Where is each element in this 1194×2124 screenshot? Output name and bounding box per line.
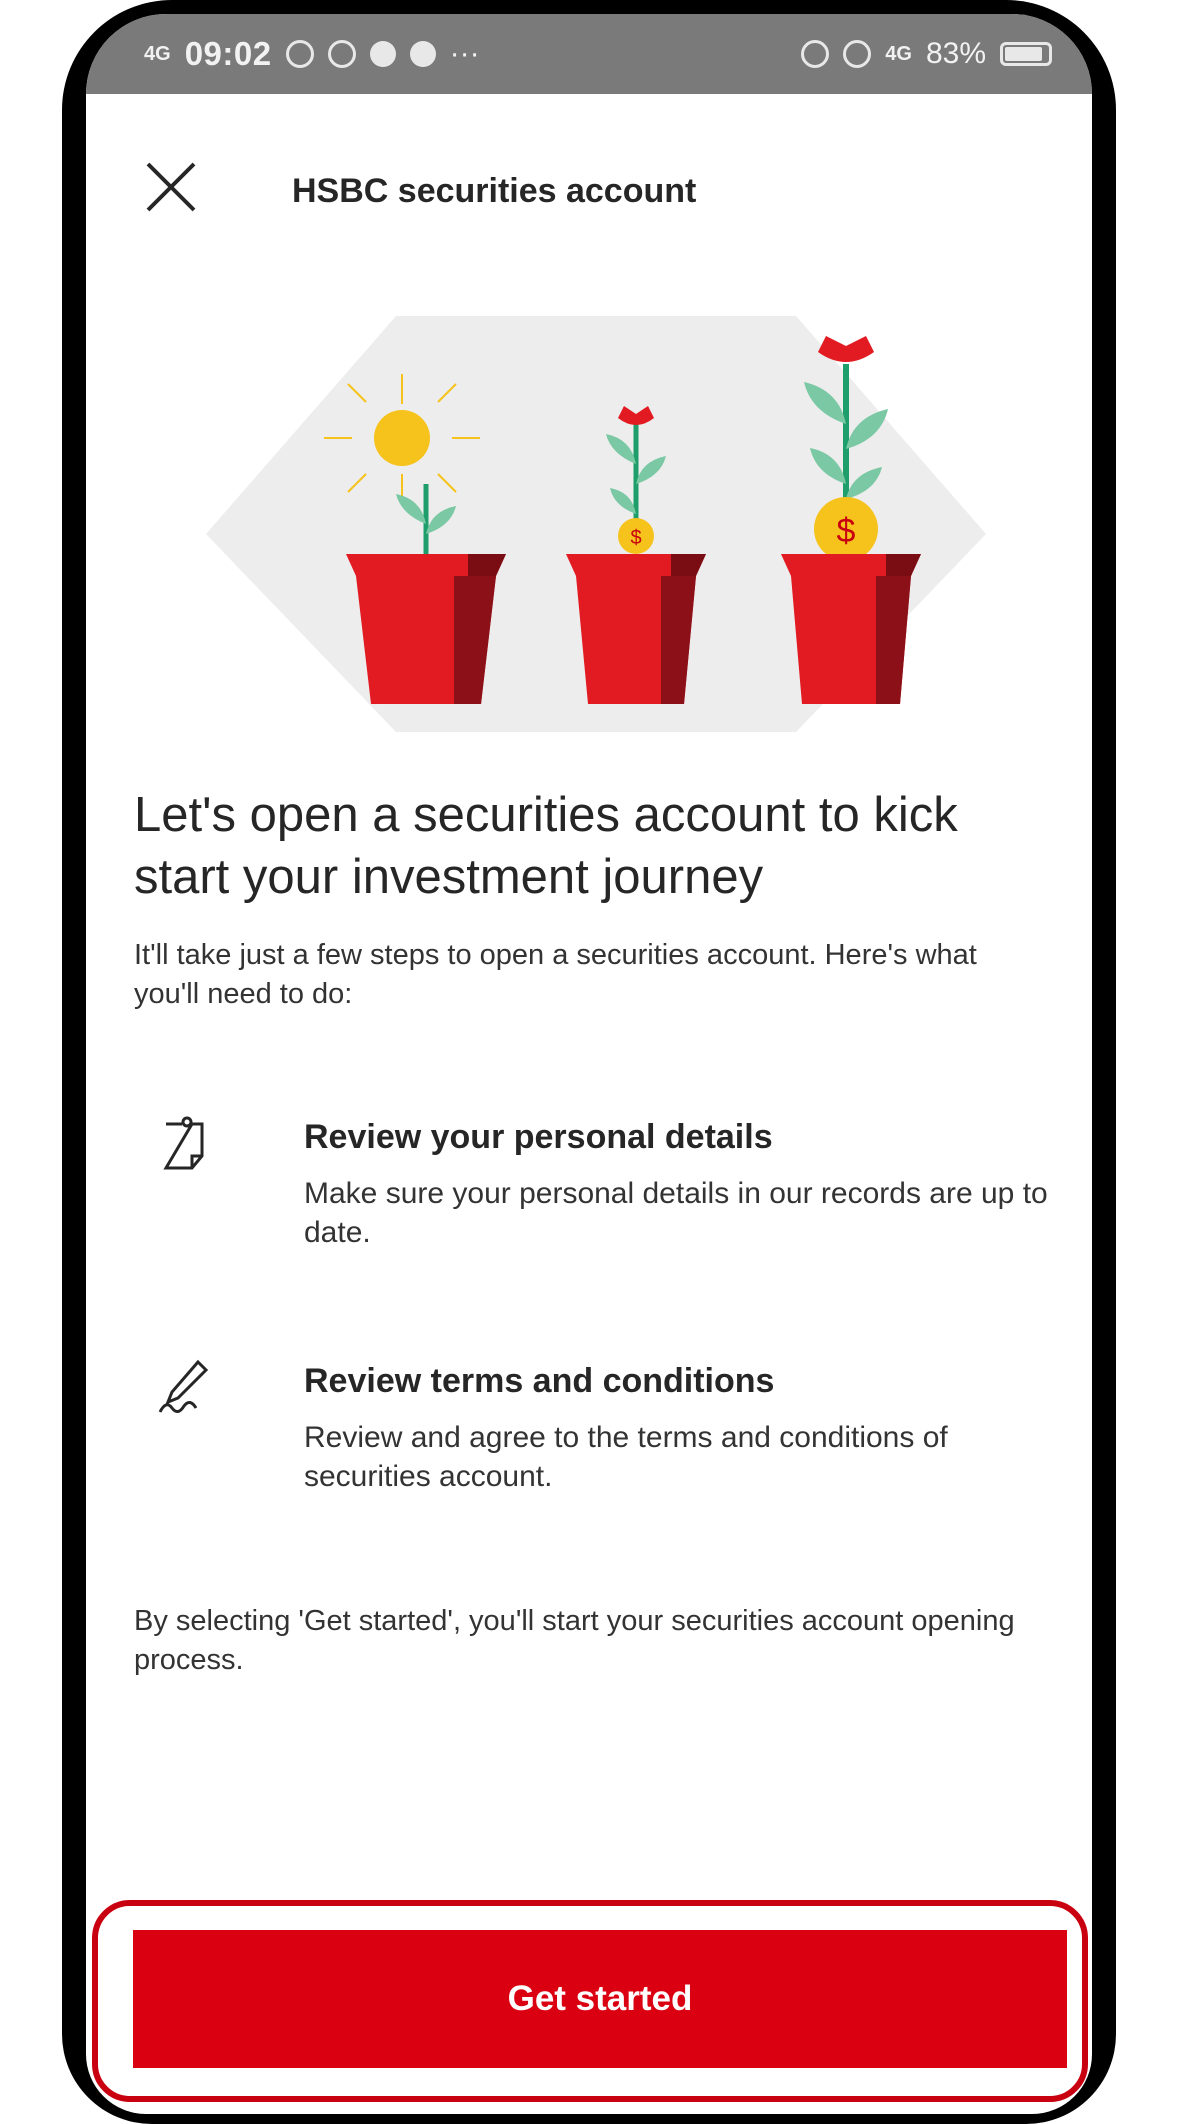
status-bar-left — [144, 35, 480, 73]
signature-icon — [152, 1356, 216, 1420]
get-started-button[interactable]: Get started — [133, 1930, 1067, 2068]
bluetooth-icon — [801, 40, 829, 68]
step-description: Make sure your personal details in our records are up to date. — [304, 1177, 1048, 1249]
vibrate-icon — [843, 40, 871, 68]
upload-icon — [370, 41, 396, 67]
battery-percent: 83% — [925, 37, 986, 70]
page-title: HSBC securities account — [292, 172, 697, 210]
battery-icon — [1000, 42, 1052, 66]
hotspot-icon — [286, 40, 314, 68]
status-bar-right — [801, 37, 1052, 71]
close-button[interactable] — [136, 152, 206, 222]
whatsapp-icon — [328, 40, 356, 68]
status-time: 09:02 — [184, 35, 272, 72]
network-type-label: 4G — [885, 43, 912, 65]
chat-icon — [410, 41, 436, 67]
svg-text:$: $ — [630, 527, 642, 549]
more-notifications-icon: ··· — [449, 37, 480, 70]
document-icon — [152, 1112, 216, 1176]
app-screen — [86, 14, 1092, 2114]
growing-plants-illustration — [206, 314, 986, 734]
get-started-disclaimer: By selecting 'Get started', you'll start your securities account opening process. — [134, 1605, 1015, 1676]
intro-text: It'll take just a few steps to open a securities account. Here's what you'll need to do: — [134, 939, 977, 1010]
close-icon — [136, 152, 206, 222]
signal-strength-label: 4G — [144, 43, 171, 65]
status-bar — [86, 14, 1092, 94]
step-title: Review your personal details — [304, 1118, 773, 1156]
step-title: Review terms and conditions — [304, 1362, 775, 1400]
step-description: Review and agree to the terms and conditions of securities account. — [304, 1421, 948, 1493]
svg-text:$: $ — [836, 512, 856, 550]
page-header — [86, 94, 1092, 284]
page-headline: Let's open a securities account to kick start your investment journey — [134, 788, 958, 904]
